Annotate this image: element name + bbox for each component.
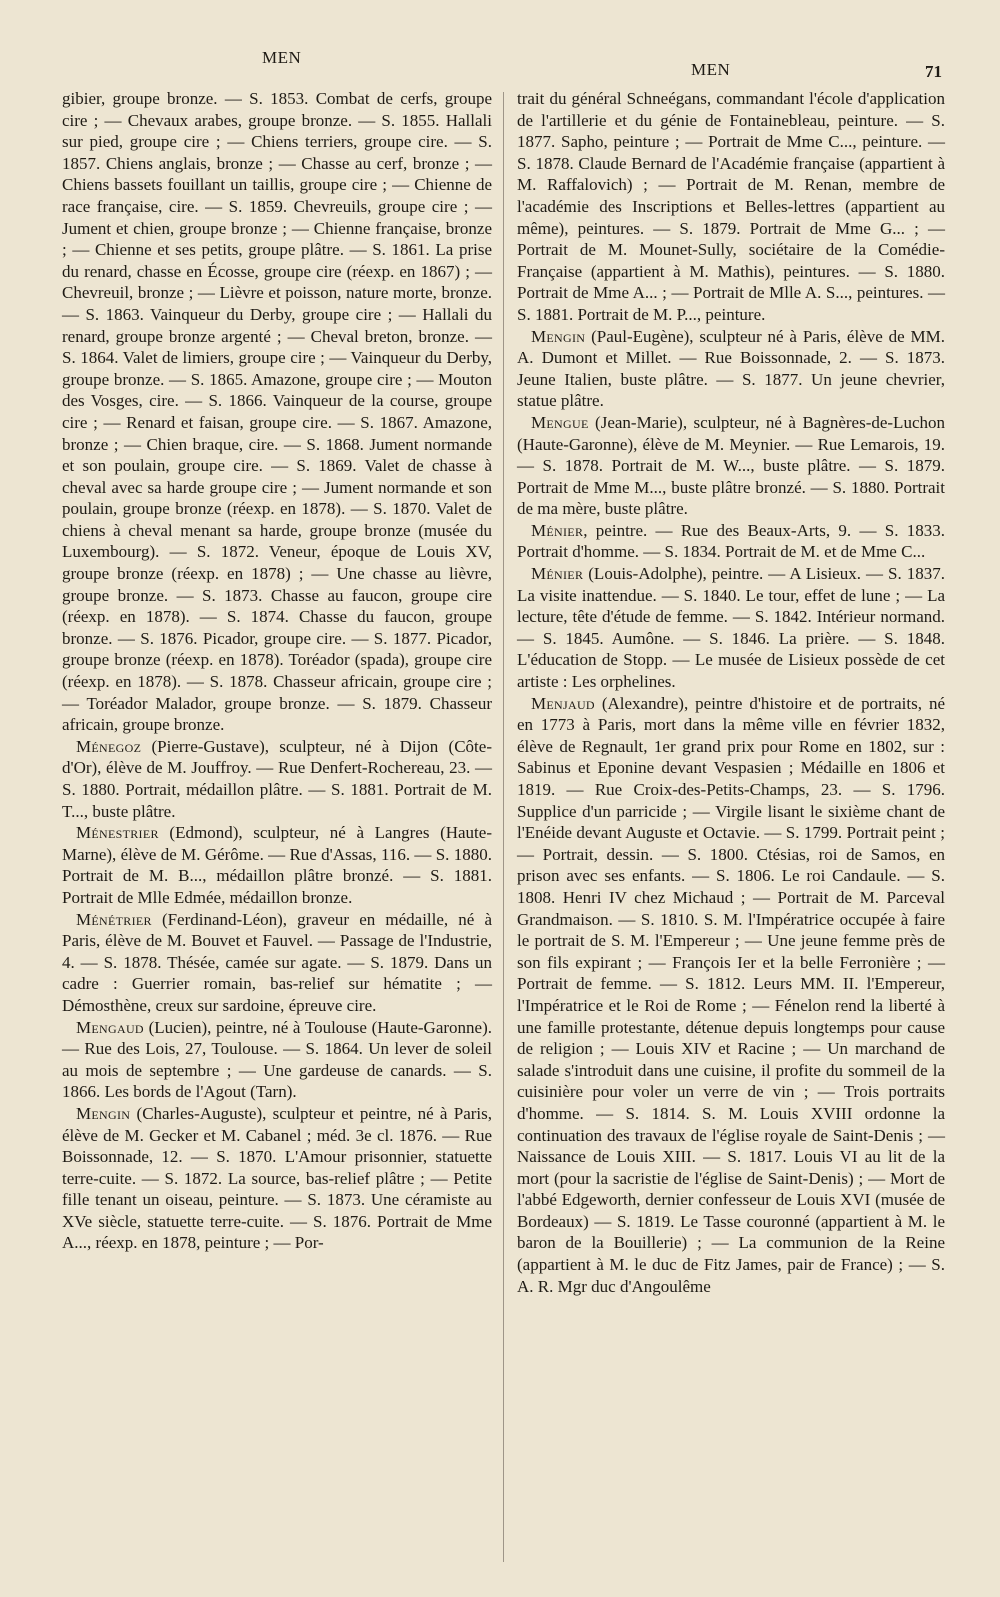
dictionary-entry bbox=[62, 88, 492, 736]
dictionary-entry bbox=[62, 736, 492, 822]
entry-name: Mengin bbox=[531, 326, 586, 346]
dictionary-entry bbox=[517, 88, 945, 326]
left-running-head: MEN bbox=[262, 48, 302, 67]
dictionary-entry bbox=[517, 520, 945, 563]
entry-text: (Edmond), sculpteur, né à Langres (Haute-Marne), élève de M. Gérôme. — Rue d'Assas, 116. — S. 1880. Portrait de M. B..., médaillon plâtre bronzé. — S. 1881. Portrait de Mlle Edmée, médaillon bronze. bbox=[62, 823, 492, 907]
entry-text: (Jean-Marie), sculpteur, né à Bagnères-de-Luchon (Haute-Garonne), élève de M. Meynier. — Rue Lemarois, 19. — S. 1878. Portrait de M. W..., buste plâtre. — S. 1879. Portrait de Mme M..., buste plâtre bronzé. — S. 1880. Portrait de ma mère, buste plâtre. bbox=[517, 412, 945, 519]
entry-text: , peintre. — Rue des Beaux-Arts, 9. — S. 1833. Portrait d'homme. — S. 1834. Portrait de M. et de Mme C... bbox=[517, 520, 945, 562]
entry-text: (Louis-Adolphe), peintre. — A Lisieux. — S. 1837. La visite inattendue. — S. 1840. Le tour, effet de lune ; — La lecture, tête d'étude de femme. — S. 1842. Intérieur normand. — S. 1845. Aumône. — S. 1846. La prière. — S. 1848. L'éducation de Stopp. — Le musée de Lisieux possède de cet artiste : Les orphelines. bbox=[517, 564, 945, 692]
entry-text: (Charles-Auguste), sculpteur et peintre, né à Paris, élève de M. Gecker et M. Cabanel ; méd. 3e cl. 1876. — Rue Boissonnade, 12. — S. 1870. L'Amour prisonnier, statuette terre-cuite. — S. 1872. La source, bas-relief plâtre ; — Petite fille tenant un oiseau, peinture. — S. 1873. Une céramiste au XVe siècle, statuette terre-cuite. — S. 1876. Portrait de Mme A..., réexp. en 1878, peinture ; — Por- bbox=[62, 1103, 492, 1253]
entry-name: Menjaud bbox=[531, 693, 595, 713]
entry-name: Ménegoz bbox=[76, 736, 142, 756]
dictionary-entry bbox=[62, 1017, 492, 1103]
entry-text: (Pierre-Gustave), sculpteur, né à Dijon (Côte-d'Or), élève de M. Jouffroy. — Rue Denfert-Rochereau, 23. — S. 1880. Portrait, médaillon plâtre. — S. 1881. Portrait de M. T..., buste plâtre. bbox=[62, 736, 492, 821]
dictionary-entry bbox=[62, 822, 492, 908]
dictionary-entry bbox=[517, 693, 945, 1298]
entry-name: Ménétrier bbox=[76, 909, 152, 929]
left-column bbox=[62, 88, 492, 1254]
entry-text: (Lucien), peintre, né à Toulouse (Haute-Garonne). — Rue des Lois, 27, Toulouse. — S. 1864. Un lever de soleil au mois de septembre ; — Une gardeuse de canards. — S. 1866. Les bords de l'Agout (Tarn). bbox=[62, 1017, 492, 1102]
entry-text: gibier, groupe bronze. — S. 1853. Combat de cerfs, groupe cire ; — Chevaux arabes, groupe bronze. — S. 1855. Hallali sur pied, groupe cire ; — Chiens terriers, groupe cire. — S. 1857. Chiens anglais, bronze ; — Chasse au cerf, bronze ; — Chiens bassets fouillant un taillis, groupe cire ; — Chienne de race française, cire. — S. 1859. Chevreuils, groupe cire ; — Jument et chien, groupe bronze ; — Chienne française, bronze ; — Chienne et ses petits, groupe plâtre. — S. 1861. La prise du renard, chasse en Écosse, groupe cire (réexp. en 1867) ; — Chevreuil, bronze ; — Lièvre et poisson, nature morte, bronze. — S. 1863. Vainqueur du Derby, groupe cire ; — Hallali du renard, groupe bronze argenté ; — Cheval breton, bronze. — S. 1864. Valet de limiers, groupe cire ; — Vainqueur du Derby, groupe bronze. — S. 1865. Amazone, groupe cire ; — Mouton des Vosges, cire. — S. 1866. Vainqueur de la course, groupe cire ; — Renard et faisan, groupe cire. — S. 1867. Amazone, bronze ; — Chien braque, cire. — S. 1868. Jument normande et son poulain, groupe cire. — S. 1869. Valet de chasse à cheval avec sa harde groupe cire ; — Jument normande et son poulain, groupe bronze (réexp. en 1878). — S. 1870. Valet de chiens à cheval menant sa harde, groupe bronze (musée du Luxembourg). — S. 1872. Veneur, époque de Louis XV, groupe bronze (réexp. en 1878) ; — Une chasse au lièvre, groupe bronze. — S. 1873. Chasse au faucon, groupe cire (réexp. en 1878). — S. 1874. Chasse du faucon, groupe bronze. — S. 1876. Picador, groupe cire. — S. 1877. Picador, groupe bronze (réexp. en 1878). Toréador (spada), groupe cire (réexp. en 1878). — S. 1878. Chasseur africain, groupe cire ; — Toréador Malador, groupe bronze. — S. 1879. Chasseur africain, groupe bronze. bbox=[62, 89, 492, 735]
entry-name: Ménestrier bbox=[76, 823, 159, 843]
entry-text: (Paul-Eugène), sculpteur né à Paris, élève de MM. A. Dumont et Millet. — Rue Boissonnade, 2. — S. 1873. Jeune Italien, buste plâtre. — S. 1877. Un jeune chevrier, statue plâtre. bbox=[517, 326, 945, 411]
entry-text: (Ferdinand-Léon), graveur en médaille, né à Paris, élève de M. Bouvet et Fauvel. — Passage de l'Industrie, 4. — S. 1878. Thésée, camée sur agate. — S. 1879. Dans un cadre : Guerrier romain, bas-relief sur hématite ; — Démosthène, creux sur sardoine, épreuve cire. bbox=[62, 909, 492, 1015]
dictionary-entry bbox=[62, 909, 492, 1017]
entry-name: Ménier bbox=[531, 520, 584, 540]
entry-text: trait du général Schneégans, commandant l'école d'application de l'artillerie et du génie de Fontainebleau, peinture. — S. 1877. Sapho, peinture ; — Portrait de Mme C..., peinture. — S. 1878. Claude Bernard de l'Académie française (appartient à M. Raffalovich) ; — Portrait de M. Renan, membre de l'académie des Inscriptions et Belles-lettres (appartient au même), peintures. — S. 1879. Portrait de Mme G... ; — Portrait de M. Mounet-Sully, sociétaire de la Comédie-Française (appartient à M. Mathis), peintures. — S. 1880. Portrait de Mme A... ; — Portrait de Mlle A. S..., peintures. — S. 1881. Portrait de M. P..., peinture. bbox=[517, 89, 945, 324]
page-number: 71 bbox=[925, 62, 942, 81]
dictionary-entry bbox=[62, 1103, 492, 1254]
column-divider bbox=[503, 92, 504, 1562]
entry-name: Mengue bbox=[531, 412, 589, 432]
dictionary-entry bbox=[517, 412, 945, 520]
entry-name: Mengin bbox=[76, 1103, 131, 1123]
entry-name: Mengaud bbox=[76, 1017, 144, 1037]
right-column bbox=[517, 88, 945, 1297]
right-running-head: MEN bbox=[691, 60, 731, 79]
entry-name: Ménier bbox=[531, 564, 584, 584]
entry-text: (Alexandre), peintre d'histoire et de portraits, né en 1773 à Paris, mort dans la même ville en février 1832, élève de Regnault, 1er grand prix pour Rome en 1802, sur : Sabinus et Eponine devant Vespasien ; Médaille en 1806 et 1819. — Rue Croix-des-Petits-Champs, 23. — S. 1796. Supplice d'un parricide ; — Virgile lisant le sixième chant de l'Enéide devant Auguste et Octavie. — S. 1799. Portrait peint ; — Portrait, dessin. — S. 1800. Ctésias, roi de Samos, en prison avec ses enfants. — S. 1806. Le roi Candaule. — S. 1808. Henri IV chez Michaud ; — Portrait de M. Parceval Grandmaison. — S. 1810. S. M. l'Impératrice occupée à faire le portrait de S. M. l'Empereur ; — Une jeune femme près de son fils expirant ; — François Ier et la belle Ferronière ; — Portrait de femme. — S. 1812. Leurs MM. II. l'Empereur, l'Impératrice et le Roi de Rome ; — Fénelon rend la liberté à une famille protestante, détenue depuis longtemps pour cause de religion ; — Louis XIV et Racine ; — Un marchand de salade s'introduit dans une cuisine, il profite du sommeil de la cuisinière pour voler un verre de vin ; — Trois portraits d'homme. — S. 1814. S. M. Louis XVIII ordonne la continuation des travaux de l'église royale de Saint-Denis ; — Naissance de Louis XIII. — S. 1817. Louis VI au lit de la mort (pour la sacristie de l'église de Saint-Denis) ; — Mort de l'abbé Edgeworth, dernier confesseur de Louis XVI (musée de Bordeaux) — S. 1819. Le Tasse couronné (appartient à M. le baron de la Bouillerie) ; — La communion de la Reine (appartient à M. le duc de Fitz James, pair de France) ; — S. A. R. Mgr duc d'Angoulême bbox=[517, 693, 945, 1296]
dictionary-entry bbox=[517, 563, 945, 693]
dictionary-entry bbox=[517, 326, 945, 412]
